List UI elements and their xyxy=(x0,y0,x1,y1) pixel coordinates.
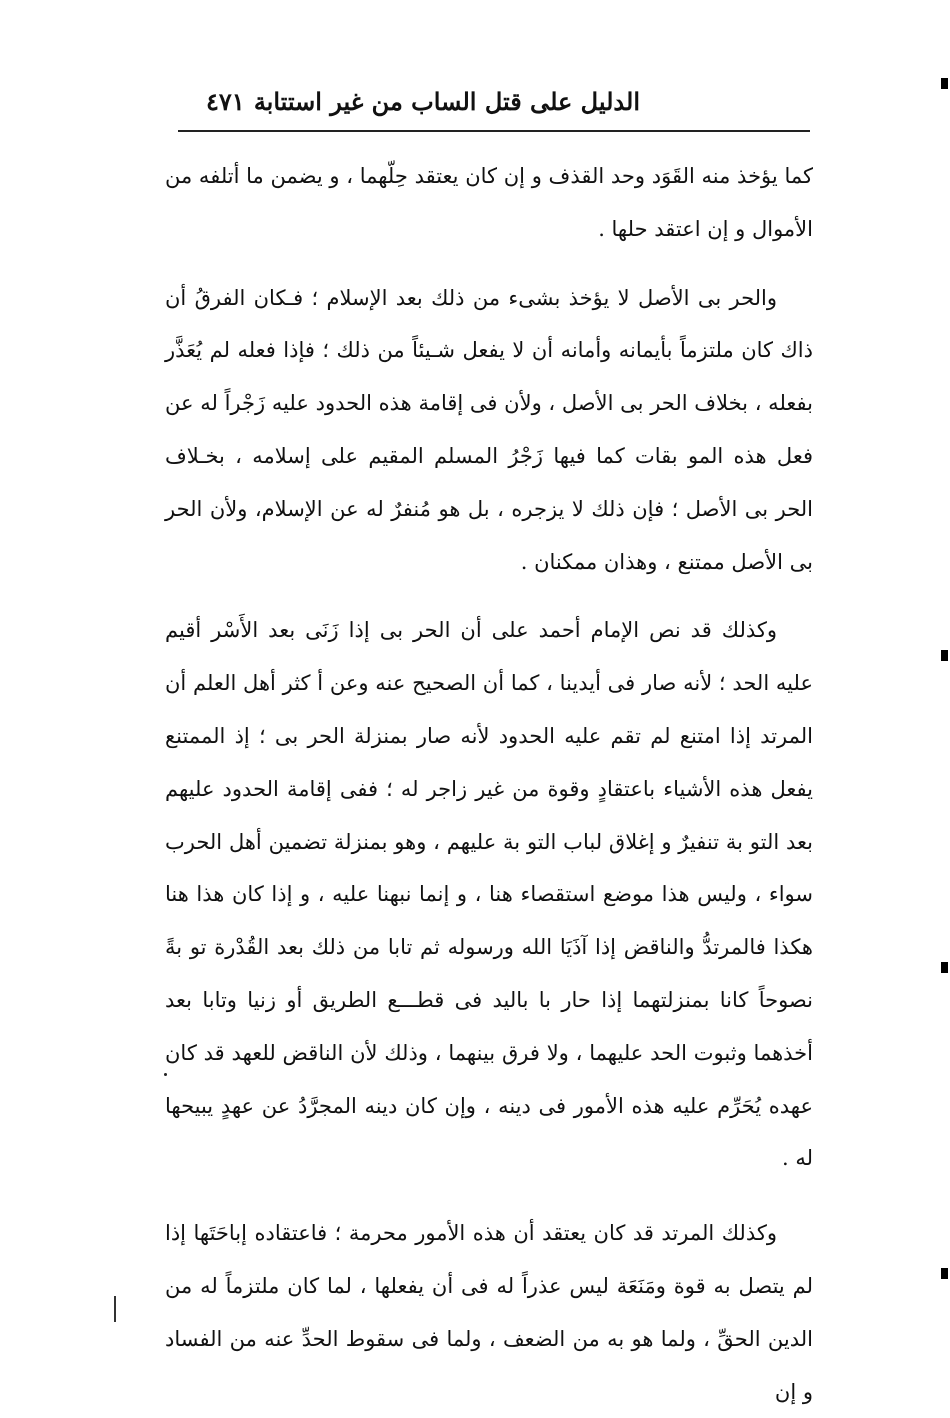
header-rule xyxy=(178,130,810,132)
body-text xyxy=(165,150,813,1418)
paragraph-4: وكذلك المرتد قد كان يعتقد أن هذه الأمور محرمة ؛ فاعتقاده إباحَتَها إذا لم يتصل به قوة ومَنَعَة ليس عذراً له فى أن يفعلها ، لما كان ملتزماً له من الدين الحقِّ ، ولما هو به من الضعف ، ولما فى سقوط الحدِّ عنه من الفساد و إن xyxy=(165,1221,813,1404)
page-number: ٤٧١ xyxy=(206,87,245,116)
scan-speck xyxy=(114,1296,116,1322)
scan-edge-mark xyxy=(941,650,948,661)
scan-speck xyxy=(164,1073,167,1076)
scan-edge-mark xyxy=(941,962,948,973)
paragraph-3: وكذلك قد نص الإمام أحمد على أن الحر بى إذا زَنَى بعد الأَسْر أقيم عليه الحد ؛ لأنه صار فى أيدينا ، كما أن الصحيح عنه وعن أ كثر أهل العلم أن المرتد إذا امتنع لم تقم عليه الحدود لأنه صار بمنزلة الحر بى ؛ إذ الممتنع يفعل هذه الأشياء باعتقادٍ وقوة من غير زاجر له ؛ ففى إقامة الحدود عليهم بعد التو بة تنفيرٌ و إغلاق لباب التو بة عليهم ، وهو بمنزلة تضمين أهل الحرب سواء ، وليس هذا موضع استقصاء هنا ، و إنما نبهنا عليه ، و إذا كان هذا هنا هكذا فالمرتدُّ والناقض إذا آذَيَا الله ورسوله ثم تابا من ذلك بعد القُدْرة تو بةً نصوحاً كانا بمنزلتهما إذا حار با باليد فى قطـــع الطريق أو زنيا وتابا بعد أخذهما وثبوت الحد عليهما ، ولا فرق بينهما ، وذلك لأن الناقض للعهد قد كان عهده يُحَرِّم عليه هذه الأمور فى دينه ، وإن كان دينه المجرَّدُ عن عهدٍ يبيحها له . xyxy=(165,618,813,1171)
paragraph-1: كما يؤخذ منه القَوَد وحد القذف و إن كان يعتقد حِلّهما ، و يضمن ما أتلفه من الأموال و إن اعتقد حلها . xyxy=(165,164,813,241)
page-header xyxy=(178,82,810,122)
paragraph-2: والحر بى الأصل لا يؤخذ بشىء من ذلك بعد الإسلام ؛ فـكان الفرقُ أن ذاك كان ملتزماً بأيمانه وأمانه أن لا يفعل شـيئاً من ذلك ؛ فإذا فعله لم يُعَذَّر بفعله ، بخلاف الحر بى الأصل ، ولأن فى إقامة هذه الحدود عليه زَجْراً له عن فعل هذه المو بقات كما فيها زَجْرُ المسلم المقيم على إسلامه ، بخـلاف الحر بى الأصل ؛ فإن ذلك لا يزجره ، بل هو مُنفرٌ له عن الإسلام، ولأن الحر بى الأصل ممتنع ، وهذان ممكنان . xyxy=(165,285,813,574)
scan-edge-mark xyxy=(941,1268,948,1279)
scan-edge-mark xyxy=(941,78,948,89)
running-title: الدليل على قتل الساب من غير استتابة xyxy=(253,87,640,116)
